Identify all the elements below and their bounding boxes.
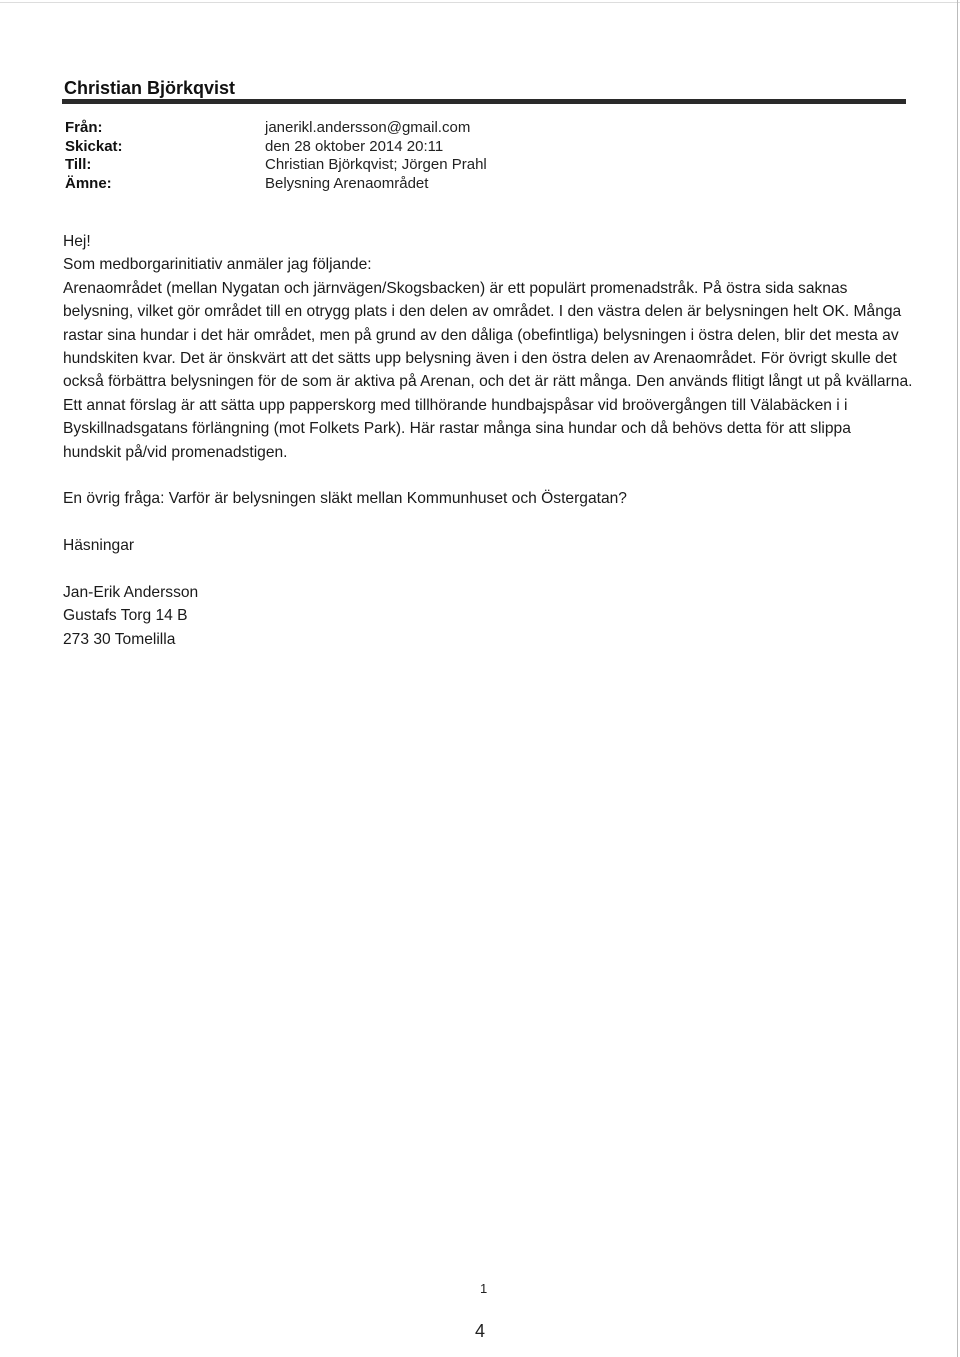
intro-line: Som medborgarinitiativ anmäler jag följande: — [63, 256, 372, 274]
header-label: Från: — [65, 119, 103, 136]
email-headers — [65, 119, 487, 193]
question-line: En övrig fråga: Varför är belysningen släkt mellan Kommunhuset och Östergatan? — [63, 490, 627, 508]
paragraph-bins: Ett annat förslag är att sätta upp papperskorg med tillhörande hundbajspåsar vid broövergången till Välabäcken i i Byskillnadsgatans förlängning (mot Folkets Park). Här rastar många sina hundar och då behövs detta för att slippa hundskit på/vid promenadstigen. — [63, 396, 851, 461]
header-row-to — [65, 156, 487, 175]
spacer — [63, 558, 913, 581]
header-row-sent — [65, 138, 487, 157]
header-row-from — [65, 119, 487, 138]
header-label: Till: — [65, 156, 92, 173]
signature-street: Gustafs Torg 14 B — [63, 607, 188, 625]
signature-name: Jan-Erik Andersson — [63, 584, 199, 602]
spacer — [63, 511, 913, 534]
header-label: Skickat: — [65, 137, 123, 155]
header-value-subject: Belysning Arenaområdet — [265, 174, 429, 192]
page-number-large: 4 — [475, 1321, 486, 1341]
page-number-small: 1 — [480, 1281, 488, 1296]
header-label: Ämne: — [65, 174, 112, 192]
header-value-to: Christian Björkqvist; Jörgen Prahl — [265, 156, 487, 173]
header-divider — [62, 99, 906, 104]
paragraph-lighting: Arenaområdet (mellan Nygatan och järnvägen/Skogsbacken) är ett populärt promenadstråk. På östra sida saknas belysning, vilket gör området till en otrygg plats i den delen av området. I den västra delen är belysningen helt OK. Många rastar sina hundar i det här området, men på grund av den dåliga (obefintliga) belysningen i östra delen, blir det mesta av hundskiten kvar. Det är önskvärt att det sätts upp belysning även i den östra delen av Arenaområdet. För övrigt skulle det också förbättra belysningen för de som är aktiva på Arenan, och det är rätt många. Den används flitigt långt ut på kvällarna. — [63, 279, 913, 391]
spacer — [63, 464, 913, 487]
signature-postal: 273 30 Tomelilla — [63, 630, 176, 648]
scan-edge-right — [957, 0, 958, 1357]
header-value-from: janerikl.andersson@gmail.com — [265, 119, 471, 136]
email-body — [63, 230, 913, 651]
scan-edge-top — [0, 2, 960, 3]
header-value-sent: den 28 oktober 2014 20:11 — [265, 137, 444, 155]
sender-name-heading: Christian Björkqvist — [64, 78, 236, 98]
header-row-subject — [65, 175, 487, 194]
greeting: Hej! — [63, 233, 91, 250]
closing-line: Häsningar — [63, 537, 135, 555]
